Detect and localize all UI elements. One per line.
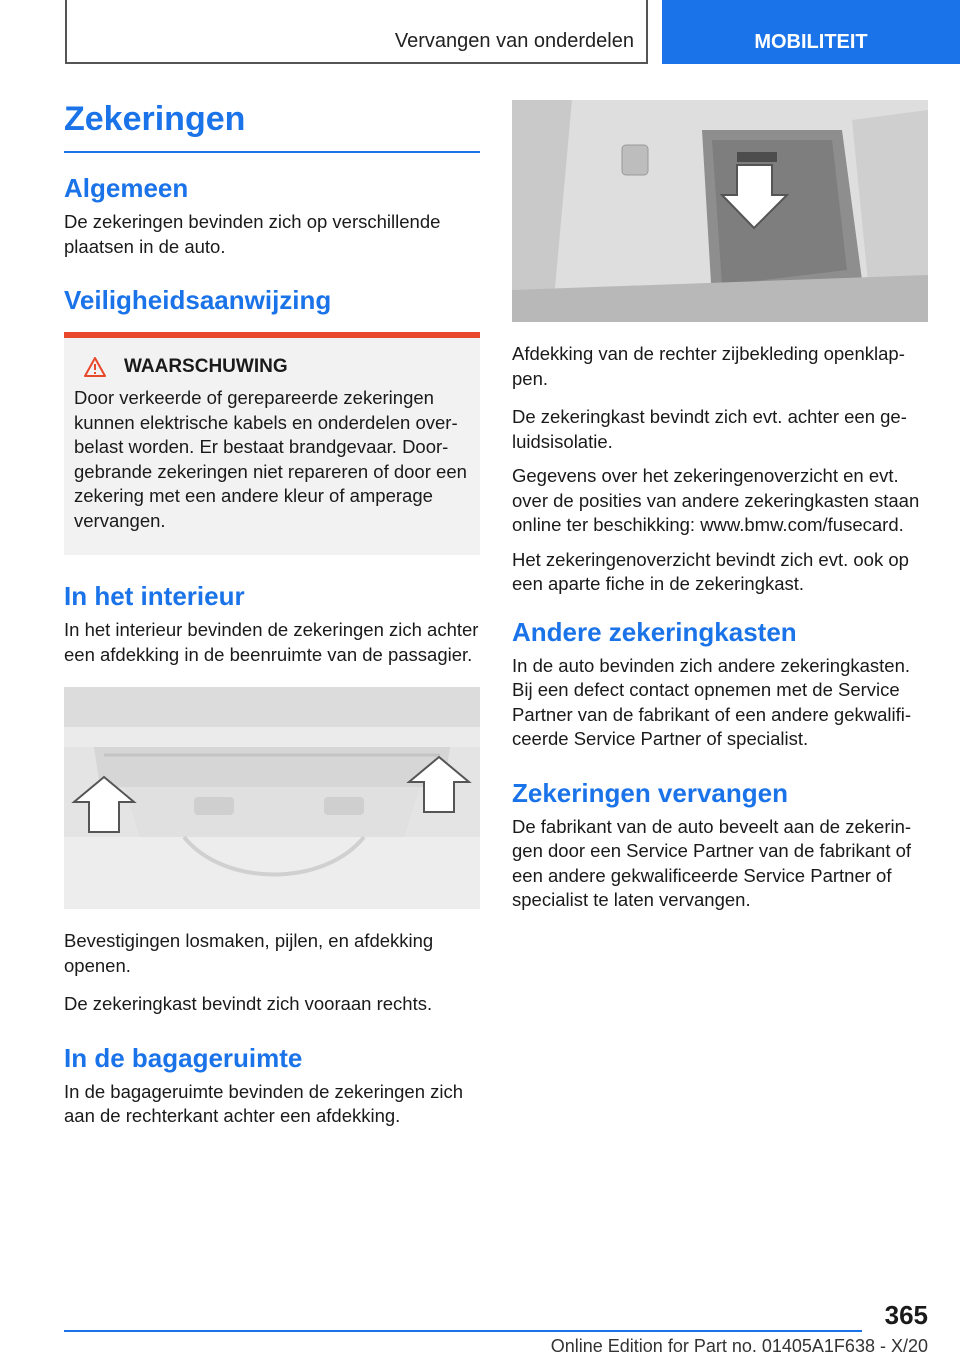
warning-triangle-icon [84, 357, 106, 377]
heading-veiligheid: Veiligheidsaanwijzing [64, 285, 332, 315]
heading-andere: Andere zekeringkasten [512, 616, 797, 647]
heading-interieur: In het interieur [64, 581, 245, 611]
text-interieur: In het interieur bevinden de zekeringen zich achter een afdekking in de beenruimte van de passagier. [64, 619, 479, 665]
header-chapter-tab: MOBILITEIT [662, 0, 960, 64]
text-bagage: In de bagageruimte bevinden de zekeringen zich aan de rechterkant achter een afdekking. [64, 1080, 464, 1126]
warning-box [64, 338, 480, 555]
text-interieur-2: De zekeringkast bevindt zich vooraan rechts. [64, 993, 433, 1014]
warning-label: WAARSCHUWING [124, 356, 288, 377]
text-fusecard: Gegevens over het zekeringenoverzicht en evt. over de posities van andere zekeringkasten staan online ter beschikking: www.bmw.com/fusecard. [512, 465, 920, 535]
heading-vervangen: Zekeringen vervangen [512, 777, 788, 808]
warning-text: Door verkeerde of gerepareerde zekeringen kunnen elektrische kabels en onderdelen overbelast worden. Er bestaat brandgevaar. Doorgebrande zekeringen niet repareren of door een zekering met een andere kleur of amperage vervangen. [74, 387, 467, 531]
footer-rule [64, 1330, 862, 1332]
header-section-box [65, 0, 648, 64]
right-column [512, 100, 928, 913]
warning-title [74, 356, 470, 378]
text-andere: In de auto bevinden zich andere zekeringkasten. Bij een defect contact opnemen met de Service Partner van de fabrikant of een andere gekwalificeerde Service Partner of specialist. [512, 654, 912, 749]
left-column [64, 100, 480, 1129]
heading-bagage: In de bagageruimte [64, 1042, 303, 1073]
text-vervangen: De fabrikant van de auto beveelt aan de zekeringen door een Service Partner van de fabrikant of een andere gekwalificeerde Service Partner of specialist te laten vervangen. [512, 815, 912, 910]
caption-bagage: Afdekking van de rechter zijbekleding openklappen. [512, 343, 905, 389]
interior-footwell-photo [64, 687, 480, 909]
luggage-compartment-photo [512, 100, 928, 322]
header-section-title: Vervangen van onderdelen [394, 30, 634, 52]
text-geluidsisolatie: De zekeringkast bevindt zich evt. achter een geluidsisolatie. [512, 406, 907, 452]
caption-interieur: Bevestigingen losmaken, pijlen, en afdekking openen. [64, 930, 434, 976]
footer-edition: Online Edition for Part no. 01405A1F638 - X/20 [550, 1336, 928, 1356]
page-number: 365 [884, 1300, 928, 1330]
text-fiche: Het zekeringenoverzicht bevindt zich evt. ook op een aparte fiche in de zekeringkast. [512, 548, 909, 594]
heading-algemeen: Algemeen [64, 173, 189, 203]
text-algemeen: De zekeringen bevinden zich op verschillende plaatsen in de auto. [64, 211, 441, 257]
page-title: Zekeringen [64, 100, 480, 153]
